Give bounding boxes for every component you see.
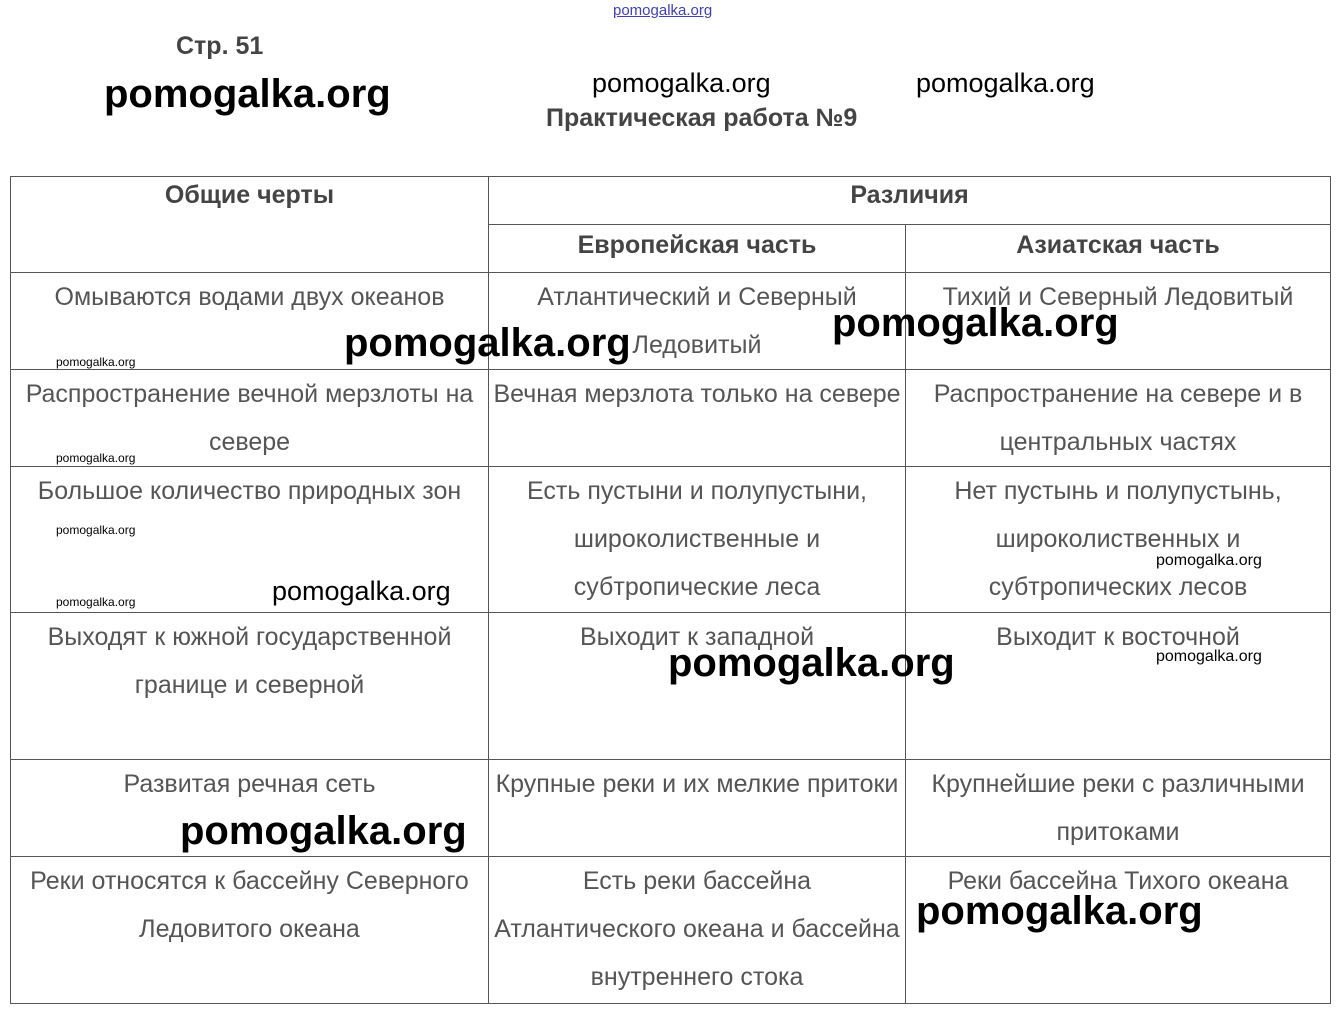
watermark: pomogalka.org	[916, 68, 1095, 98]
cell-common: Омываются водами двух океанов	[11, 273, 489, 370]
watermark: pomogalka.org	[344, 321, 631, 365]
comparison-table	[10, 176, 1331, 1004]
header-common: Общие черты	[11, 177, 489, 273]
cell-european: Есть пустыни и полупустыни, широколиственные и субтропические леса	[489, 467, 906, 613]
watermark: pomogalka.org	[668, 641, 955, 685]
watermark: pomogalka.org	[592, 68, 771, 98]
cell-asian: Тихий и Северный Ледовитый	[906, 273, 1331, 370]
cell-common: Реки относятся к бассейну Северного Ледовитого океана	[11, 856, 489, 1003]
watermark: pomogalka.org	[916, 889, 1203, 933]
header-european: Европейская часть	[489, 225, 906, 273]
cell-common: Развитая речная сеть	[11, 759, 489, 856]
table-row	[11, 273, 1331, 370]
watermark: pomogalka.org	[272, 576, 451, 606]
cell-european: Атлантический и Северный Ледовитый	[489, 273, 906, 370]
cell-asian: Нет пустынь и полупустынь, широколиственных и субтропических лесов	[906, 467, 1331, 613]
table-row	[11, 613, 1331, 759]
watermark: pomogalka.org	[56, 523, 136, 537]
watermark: pomogalka.org	[56, 595, 136, 609]
watermark: pomogalka.org	[180, 809, 467, 853]
table-row	[11, 467, 1331, 613]
cell-asian: Выходит к восточной	[906, 613, 1331, 759]
table-row	[11, 370, 1331, 467]
page-title: Практическая работа №9	[546, 104, 858, 132]
cell-european: Вечная мерзлота только на севере	[489, 370, 906, 467]
page-number: Стр. 51	[176, 32, 264, 60]
watermark: pomogalka.org	[56, 451, 136, 465]
cell-common: Большое количество природных зон	[11, 467, 489, 613]
cell-european: Есть реки бассейна Атлантического океана и бассейна внутреннего стока	[489, 856, 906, 1003]
cell-european: Выходит к западной	[489, 613, 906, 759]
cell-european: Крупные реки и их мелкие притоки	[489, 759, 906, 856]
cell-asian: Распространение на севере и в центральных частях	[906, 370, 1331, 467]
header-differences: Различия	[489, 177, 1331, 225]
cell-common: Выходят к южной государственной границе и северной	[11, 613, 489, 759]
header-asian: Азиатская часть	[906, 225, 1331, 273]
watermark: pomogalka.org	[104, 72, 391, 116]
watermark: pomogalka.org	[1156, 552, 1262, 569]
cell-asian: Крупнейшие реки с различными притоками	[906, 759, 1331, 856]
watermark-link[interactable]: pomogalka.org	[613, 2, 713, 19]
table-header-row	[11, 177, 1331, 225]
watermark: pomogalka.org	[832, 301, 1119, 345]
cell-common: Распространение вечной мерзлоты на севере	[11, 370, 489, 467]
watermark: pomogalka.org	[56, 355, 136, 369]
cell-asian: Реки бассейна Тихого океана	[906, 856, 1331, 1003]
watermark: pomogalka.org	[1156, 648, 1262, 665]
